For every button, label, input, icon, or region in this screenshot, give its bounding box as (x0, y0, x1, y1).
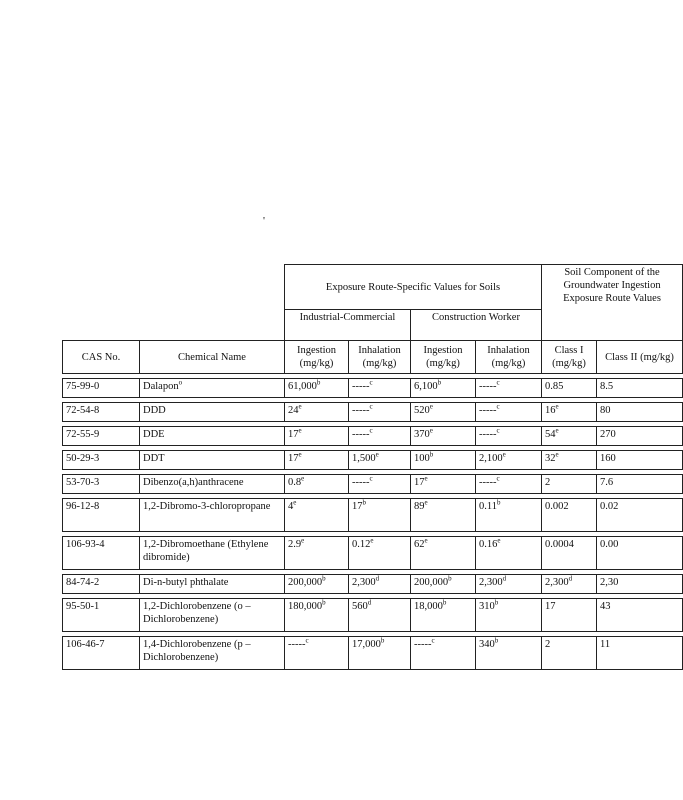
group-header-soil: Soil Component of the Groundwater Ingestion Exposure Route Values (542, 265, 683, 341)
cell-class2 (597, 475, 683, 494)
cell-value: 2,30 (600, 577, 619, 588)
cell-value: 0.02 (600, 501, 619, 512)
cell-value: ----- (352, 381, 370, 392)
cell-value: 24 (288, 405, 299, 416)
cell-ind-inh (349, 379, 411, 398)
footnote-mark: e (424, 498, 428, 507)
footnote-mark: d (568, 574, 573, 583)
table-row (63, 499, 683, 532)
cell-value: 11 (600, 639, 611, 650)
cell-class1 (542, 599, 597, 632)
cell-ind-ing (285, 403, 349, 422)
cell-name (140, 403, 285, 422)
cell-con-ing (411, 427, 476, 446)
cell-con-inh (476, 403, 542, 422)
cell-con-ing (411, 637, 476, 670)
column-header: Chemical Name (140, 341, 285, 374)
footnote-mark: e (375, 450, 379, 459)
footnote-mark: b (362, 498, 366, 507)
soil-values-table (62, 264, 683, 670)
cell-con-ing (411, 403, 476, 422)
cell-value: ----- (479, 405, 497, 416)
footnote-mark: c (431, 636, 435, 645)
cell-ind-inh (349, 637, 411, 670)
cell-ind-ing (285, 599, 349, 632)
cell-value: Di-n-butyl phthalate (143, 577, 229, 588)
cell-class2 (597, 637, 683, 670)
cell-cas (63, 427, 140, 446)
cell-cas (63, 599, 140, 632)
cell-value: Dibenzo(a,h)anthracene (143, 477, 244, 488)
cell-ind-inh (349, 575, 411, 594)
cell-value: 7.6 (600, 477, 614, 488)
cell-class2 (597, 575, 683, 594)
cell-value: 32 (545, 453, 556, 464)
footnote-mark: b (437, 378, 442, 387)
footnote-mark: e (497, 536, 501, 545)
cell-name (140, 537, 285, 570)
cell-value: 72-54-8 (66, 405, 100, 416)
table-row (63, 599, 683, 632)
cell-value: 106-93-4 (66, 539, 105, 550)
cell-cas (63, 475, 140, 494)
cell-class1 (542, 475, 597, 494)
cell-value: 6,100 (414, 381, 438, 392)
footnote-mark: e (424, 536, 428, 545)
cell-con-inh (476, 599, 542, 632)
cell-con-ing (411, 499, 476, 532)
subheader-construction: Construction Worker (411, 310, 542, 341)
cell-value: 95-50-1 (66, 601, 100, 612)
cell-ind-inh (349, 451, 411, 470)
cell-value: DDE (143, 429, 165, 440)
cell-cas (63, 451, 140, 470)
cell-ind-ing (285, 575, 349, 594)
cell-ind-ing (285, 475, 349, 494)
cell-value: 0.16 (479, 539, 498, 550)
cell-value: 520 (414, 405, 430, 416)
cell-name (140, 575, 285, 594)
cell-class2 (597, 403, 683, 422)
cell-class1 (542, 427, 597, 446)
cell-class1 (542, 537, 597, 570)
column-header: Class I (mg/kg) (542, 341, 597, 374)
cell-value: ----- (352, 477, 370, 488)
group-header-exposure: Exposure Route-Specific Values for Soils (285, 265, 542, 310)
cell-value: 0.0004 (545, 539, 574, 550)
cell-value: 0.12 (352, 539, 371, 550)
footnote-mark: e (555, 402, 559, 411)
footnote-mark: b (497, 498, 501, 507)
cell-ind-ing (285, 637, 349, 670)
cell-value: 2,300 (352, 577, 376, 588)
cell-ind-inh (349, 403, 411, 422)
cell-cas (63, 637, 140, 670)
footnote-mark: e (555, 450, 559, 459)
cell-value: 270 (600, 429, 616, 440)
table-row (63, 475, 683, 494)
cell-value: 340 (479, 639, 495, 650)
cell-cas (63, 499, 140, 532)
footnote-mark: b (322, 574, 326, 583)
footnote-mark: e (424, 474, 428, 483)
column-header: CAS No. (63, 341, 140, 374)
cell-con-inh (476, 637, 542, 670)
cell-class2 (597, 537, 683, 570)
cell-value: 17 (288, 453, 299, 464)
cell-cas (63, 379, 140, 398)
footnote-mark: e (298, 402, 302, 411)
cell-ind-inh (349, 599, 411, 632)
cell-value: DDD (143, 405, 166, 416)
cell-con-ing (411, 475, 476, 494)
cell-name (140, 427, 285, 446)
cell-value: 54 (545, 429, 556, 440)
cell-value: 1,2-Dibromo-3-chloropropane (143, 501, 271, 512)
table-row (63, 427, 683, 446)
cell-value: ----- (414, 639, 432, 650)
table-row (63, 575, 683, 594)
footnote-mark: e (293, 498, 297, 507)
column-header: Ingestion (mg/kg) (285, 341, 349, 374)
cell-ind-inh (349, 475, 411, 494)
header-blank-2 (63, 310, 285, 341)
table-row (63, 379, 683, 398)
cell-con-inh (476, 537, 542, 570)
table-row (63, 637, 683, 670)
stray-mark: ' (263, 215, 265, 227)
cell-class2 (597, 599, 683, 632)
footnote-mark: d (502, 574, 507, 583)
cell-value: 16 (545, 405, 556, 416)
cell-value: 0.8 (288, 477, 302, 488)
header-blank (63, 265, 285, 310)
cell-cas (63, 403, 140, 422)
cell-value: 1,2-Dichlorobenzene (o – Dichlorobenzene) (143, 601, 251, 625)
cell-value: 89 (414, 501, 425, 512)
cell-value: 160 (600, 453, 616, 464)
cell-value: 17 (352, 501, 363, 512)
cell-value: 2,300 (479, 577, 503, 588)
column-header: Class II (mg/kg) (597, 341, 683, 374)
cell-value: 0.00 (600, 539, 619, 550)
cell-con-inh (476, 575, 542, 594)
cell-value: DDT (143, 453, 165, 464)
cell-value: ----- (288, 639, 306, 650)
cell-value: 8.5 (600, 381, 614, 392)
cell-value: 2,100 (479, 453, 503, 464)
footnote-mark: b (429, 450, 434, 459)
cell-ind-inh (349, 427, 411, 446)
cell-ind-ing (285, 427, 349, 446)
cell-con-ing (411, 537, 476, 570)
cell-value: 2.9 (288, 539, 302, 550)
footnote-mark: e (555, 426, 559, 435)
cell-con-inh (476, 475, 542, 494)
cell-name (140, 475, 285, 494)
table-row (63, 403, 683, 422)
cell-con-ing (411, 575, 476, 594)
footnote-mark: b (494, 598, 499, 607)
cell-value: 17 (288, 429, 299, 440)
cell-class1 (542, 379, 597, 398)
cell-cas (63, 575, 140, 594)
footnote-mark: c (369, 426, 373, 435)
cell-value: 17 (545, 601, 556, 612)
footnote-mark: c (496, 426, 500, 435)
cell-value: ----- (479, 429, 497, 440)
cell-class2 (597, 379, 683, 398)
footnote-mark: d (375, 574, 380, 583)
footnote-mark: e (298, 426, 302, 435)
cell-class1 (542, 575, 597, 594)
cell-value: ----- (479, 381, 497, 392)
cell-value: 0.85 (545, 381, 564, 392)
cell-value: 62 (414, 539, 425, 550)
cell-value: ----- (352, 429, 370, 440)
footnote-mark: e (301, 536, 305, 545)
cell-value: 0.11 (479, 501, 497, 512)
cell-value: 80 (600, 405, 611, 416)
cell-value: 4 (288, 501, 294, 512)
cell-class1 (542, 499, 597, 532)
footnote-mark: c (496, 474, 500, 483)
cell-value: 17,000 (352, 639, 381, 650)
footnote-mark: b (442, 598, 447, 607)
footnote-mark: e (429, 402, 433, 411)
footnote-mark: c (369, 474, 373, 483)
cell-name (140, 379, 285, 398)
footnote-mark: b (322, 598, 326, 607)
footnote-mark: c (369, 402, 373, 411)
table-row (63, 537, 683, 570)
footnote-mark: e (301, 474, 305, 483)
footnote-mark: e (298, 450, 302, 459)
cell-ind-ing (285, 379, 349, 398)
footnote-mark: c (496, 402, 500, 411)
footnote-mark: d (367, 598, 372, 607)
cell-con-ing (411, 599, 476, 632)
cell-value: 72-55-9 (66, 429, 100, 440)
footnote-mark: b (380, 636, 385, 645)
cell-value: 53-70-3 (66, 477, 100, 488)
cell-value: 560 (352, 601, 368, 612)
footnote-mark: b (448, 574, 452, 583)
cell-value: ----- (352, 405, 370, 416)
cell-name (140, 637, 285, 670)
column-header: Inhalation (mg/kg) (349, 341, 411, 374)
cell-value: 106-46-7 (66, 639, 105, 650)
cell-ind-ing (285, 499, 349, 532)
cell-value: 43 (600, 601, 611, 612)
cell-value: 75-99-0 (66, 381, 100, 392)
cell-cas (63, 537, 140, 570)
cell-value: 100 (414, 453, 430, 464)
cell-name (140, 451, 285, 470)
cell-value: 18,000 (414, 601, 443, 612)
footnote-mark: e (429, 426, 433, 435)
footnote-mark: c (496, 378, 500, 387)
cell-value: 2 (545, 477, 551, 488)
cell-class2 (597, 427, 683, 446)
footnote-mark: e (502, 450, 506, 459)
cell-value: 1,2-Dibromoethane (Ethylene dibromide) (143, 539, 269, 563)
cell-value: 0.002 (545, 501, 569, 512)
cell-value: 1,4-Dichlorobenzene (p – Dichlorobenzene) (143, 639, 251, 663)
cell-ind-inh (349, 499, 411, 532)
cell-value: 180,000 (288, 601, 323, 612)
cell-con-inh (476, 379, 542, 398)
column-header: Ingestion (mg/kg) (411, 341, 476, 374)
cell-class2 (597, 499, 683, 532)
footnote-mark: e (370, 536, 374, 545)
footnote-mark: b (316, 378, 321, 387)
cell-value: 200,000 (414, 577, 449, 588)
cell-value: 1,500 (352, 453, 376, 464)
footnote-mark: c (369, 378, 373, 387)
table-row (63, 451, 683, 470)
cell-value: 84-74-2 (66, 577, 100, 588)
cell-con-inh (476, 499, 542, 532)
cell-value: 310 (479, 601, 495, 612)
cell-value: 61,000 (288, 381, 317, 392)
cell-value: 2,300 (545, 577, 569, 588)
cell-class1 (542, 637, 597, 670)
cell-value: 2 (545, 639, 551, 650)
cell-ind-ing (285, 537, 349, 570)
footnote-mark: b (494, 636, 499, 645)
cell-value: 96-12-8 (66, 501, 100, 512)
cell-con-inh (476, 427, 542, 446)
cell-class1 (542, 403, 597, 422)
cell-class1 (542, 451, 597, 470)
cell-value: Dalapon (143, 381, 179, 392)
cell-ind-ing (285, 451, 349, 470)
cell-name (140, 499, 285, 532)
cell-value: 50-29-3 (66, 453, 100, 464)
cell-value: 370 (414, 429, 430, 440)
cell-class2 (597, 451, 683, 470)
column-header: Inhalation (mg/kg) (476, 341, 542, 374)
soil-values-table-wrapper (62, 264, 674, 670)
cell-name (140, 599, 285, 632)
cell-value: 200,000 (288, 577, 323, 588)
cell-value: 17 (414, 477, 425, 488)
footnote-mark: c (305, 636, 309, 645)
cell-ind-inh (349, 537, 411, 570)
cell-con-inh (476, 451, 542, 470)
cell-con-ing (411, 451, 476, 470)
footnote-mark: o (178, 378, 183, 387)
cell-value: ----- (479, 477, 497, 488)
subheader-industrial: Industrial-Commercial (285, 310, 411, 341)
cell-con-ing (411, 379, 476, 398)
